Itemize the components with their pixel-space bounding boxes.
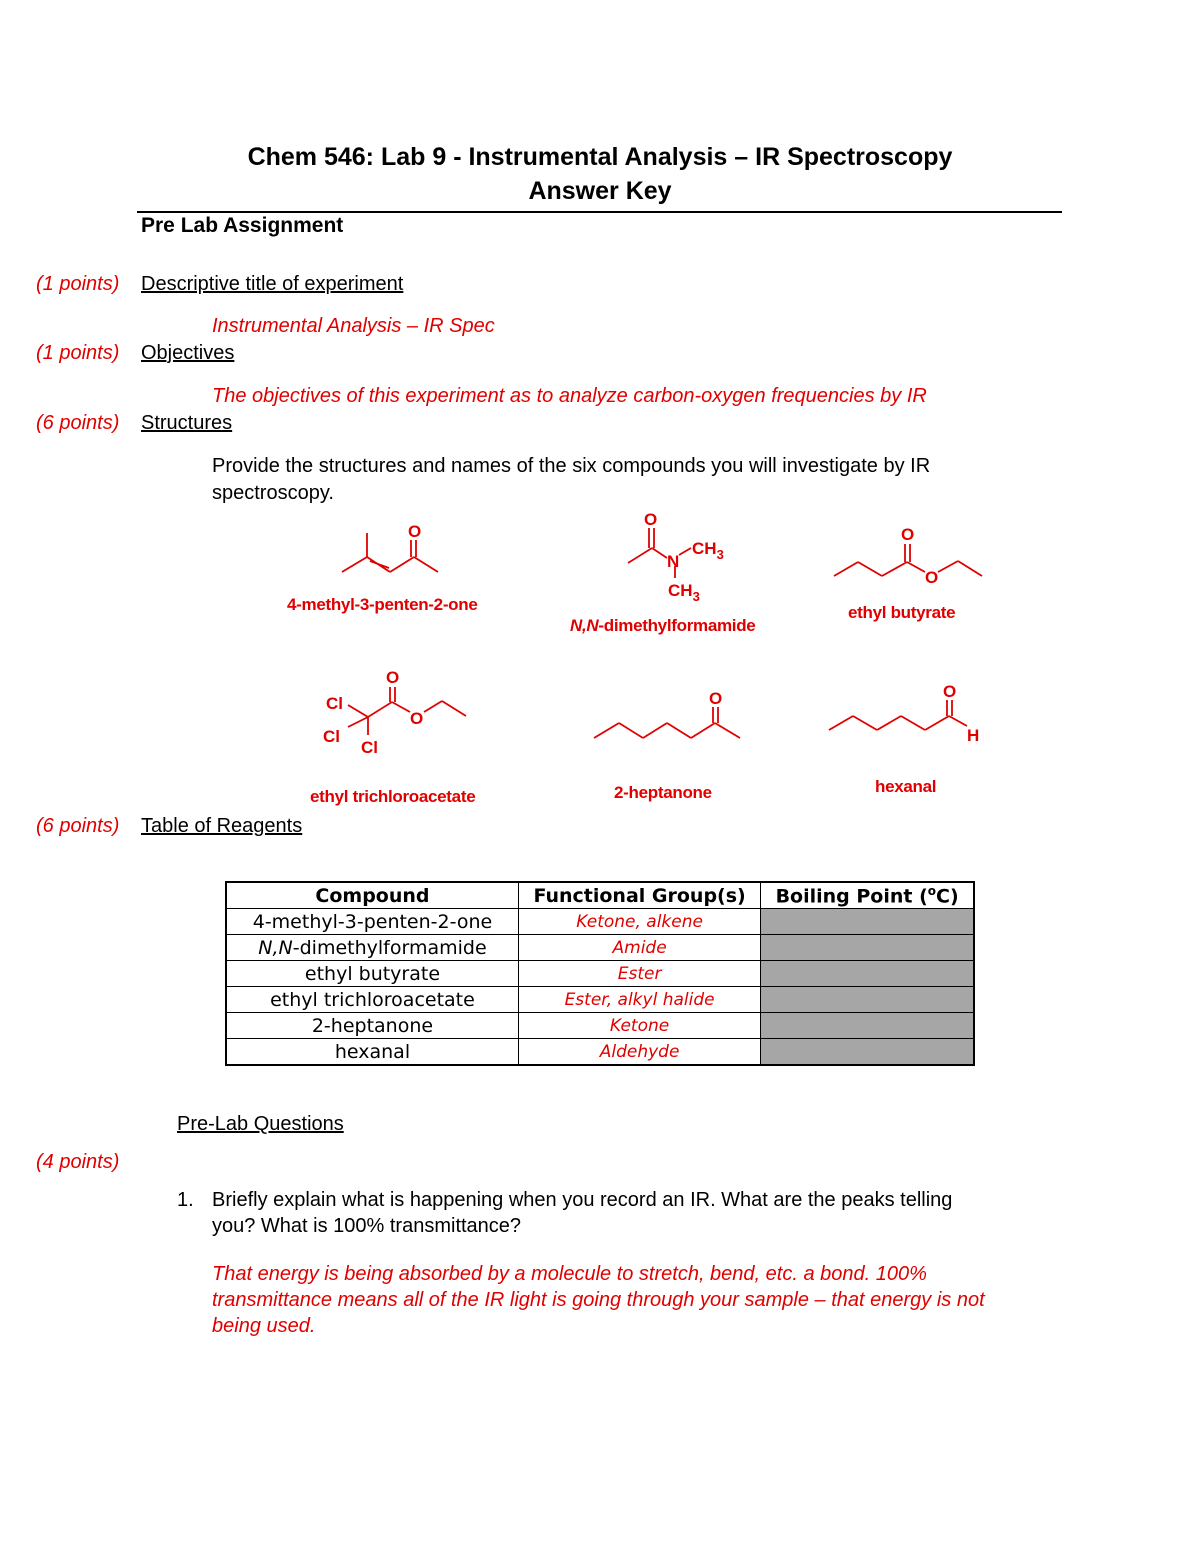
question-1-line-2: you? What is 100% transmittance?: [212, 1215, 522, 1237]
compound-cell: 2-heptanone: [226, 1013, 518, 1039]
heptanone-structure: [590, 685, 750, 755]
header-bp-text: Boiling Point (: [775, 885, 928, 908]
nitrogen-atom-label: N: [667, 552, 680, 571]
oxygen-atom-label: O: [410, 709, 424, 728]
compound-rest: -dimethylformamide: [292, 936, 487, 959]
prelab-heading: Pre-Lab Questions: [177, 1113, 344, 1135]
subscript-3: 3: [692, 589, 700, 604]
oxygen-atom-label: O: [901, 525, 915, 544]
svg-text:CH3: [692, 539, 724, 562]
ethyl-butyrate-structure: [830, 520, 990, 590]
table-row: [226, 1039, 974, 1066]
label-objectives: Objectives: [141, 342, 235, 364]
oxygen-atom-label: O: [386, 668, 400, 687]
molecule-name-5: 2-heptanone: [614, 783, 712, 802]
methyl-label: CH: [692, 539, 717, 558]
table-row: [226, 935, 974, 961]
svg-text:CH3: [668, 581, 700, 604]
boiling-point-cell: [761, 1013, 974, 1039]
question-number: 1.: [177, 1189, 194, 1211]
compound-cell: hexanal: [226, 1039, 518, 1066]
boiling-point-cell: [761, 935, 974, 961]
degree-sup: o: [927, 883, 937, 898]
title-divider: [137, 211, 1062, 213]
header-boiling-point: [761, 882, 974, 909]
table-row: [226, 961, 974, 987]
oxygen-atom-label: O: [644, 510, 658, 529]
answer-1-line-2: transmittance means all of the IR light is going through your sample – that energy is not: [212, 1289, 985, 1311]
reagents-table: [225, 881, 975, 1066]
points-reagents: (6 points): [36, 815, 120, 837]
boiling-point-cell: [761, 961, 974, 987]
document-title: Chem 546: Lab 9 - Instrumental Analysis – IR Spectroscopy: [247, 143, 953, 171]
boiling-point-cell: [761, 1039, 974, 1066]
answer-1-line-3: being used.: [212, 1315, 316, 1337]
structures-instructions-2: spectroscopy.: [212, 482, 334, 504]
compound-cell: ethyl trichloroacetate: [226, 987, 518, 1013]
points-title: (1 points): [36, 273, 120, 295]
oxygen-atom-label: O: [709, 689, 723, 708]
structures-instructions-1: Provide the structures and names of the six compounds you will investigate by IR: [212, 455, 931, 477]
answer-title: Instrumental Analysis – IR Spec: [212, 315, 495, 337]
functional-group-cell: Ketone: [518, 1013, 760, 1039]
hydrogen-atom-label: H: [967, 726, 980, 745]
chlorine-atom-label: Cl: [323, 727, 340, 746]
chlorine-atom-label: Cl: [361, 738, 378, 757]
compound-cell: 4-methyl-3-penten-2-one: [226, 909, 518, 935]
boiling-point-cell: [761, 987, 974, 1013]
points-structures: (6 points): [36, 412, 120, 434]
name-rest: -dimethylformamide: [598, 616, 756, 635]
answer-1-line-1: That energy is being absorbed by a molecule to stretch, bend, etc. a bond. 100%: [212, 1263, 927, 1285]
compound-cell: [226, 935, 518, 961]
oxygen-atom-label: O: [925, 568, 939, 587]
functional-group-cell: Ester, alkyl halide: [518, 987, 760, 1013]
points-objectives: (1 points): [36, 342, 120, 364]
section-heading: Pre Lab Assignment: [141, 214, 344, 237]
table-row: [226, 1013, 974, 1039]
header-compound: Compound: [226, 882, 518, 909]
answer-objectives: The objectives of this experiment as to analyze carbon-oxygen frequencies by IR: [212, 385, 927, 407]
document-subtitle: Answer Key: [528, 177, 672, 205]
compound-italic: N,N: [258, 936, 293, 959]
header-functional-group: Functional Group(s): [518, 882, 760, 909]
label-title: Descriptive title of experiment: [141, 273, 404, 295]
dmf-structure: [620, 508, 750, 603]
molecule-name-3: ethyl butyrate: [848, 603, 956, 622]
molecule-name-2: [570, 616, 755, 636]
oxygen-atom-label: O: [408, 522, 422, 541]
table-row: [226, 909, 974, 935]
functional-group-cell: Ester: [518, 961, 760, 987]
table-row: [226, 987, 974, 1013]
subscript-3: 3: [716, 547, 724, 562]
chlorine-atom-label: Cl: [326, 694, 343, 713]
compound-cell: ethyl butyrate: [226, 961, 518, 987]
molecule-name-1: 4-methyl-3-penten-2-one: [287, 595, 478, 614]
methyl-label: CH: [668, 581, 693, 600]
label-structures: Structures: [141, 412, 233, 434]
points-prelab: (4 points): [36, 1151, 120, 1173]
label-reagents: Table of Reagents: [141, 815, 303, 837]
hexanal-structure: [825, 678, 995, 748]
functional-group-cell: Ketone, alkene: [518, 909, 760, 935]
functional-group-cell: Amide: [518, 935, 760, 961]
ethyl-trichloroacetate-structure: [320, 665, 480, 760]
molecule-name-6: hexanal: [875, 777, 937, 796]
header-bp-unit: C): [936, 885, 959, 908]
table-header-row: [226, 882, 974, 909]
boiling-point-cell: [761, 909, 974, 935]
name-italic-part: N,N: [570, 616, 599, 635]
mesityl-oxide-structure: [330, 515, 460, 585]
molecule-name-4: ethyl trichloroacetate: [310, 787, 476, 806]
question-1-line-1: Briefly explain what is happening when you record an IR. What are the peaks telling: [212, 1189, 953, 1211]
oxygen-atom-label: O: [943, 682, 957, 701]
functional-group-cell: Aldehyde: [518, 1039, 760, 1066]
